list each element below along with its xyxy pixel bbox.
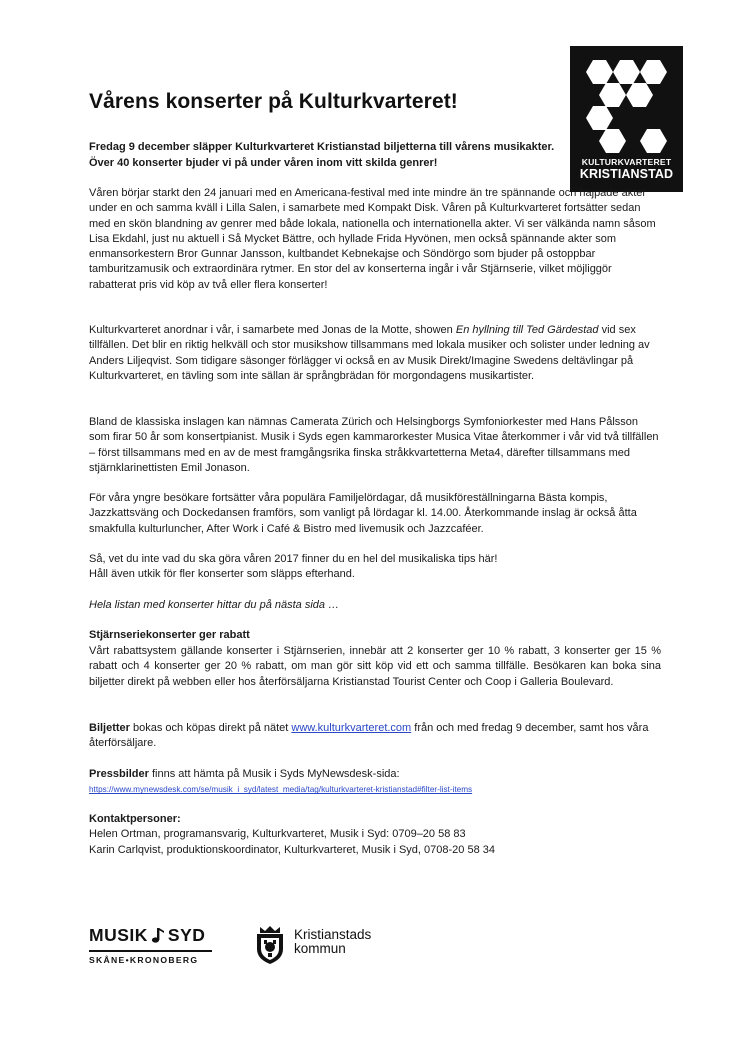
- paragraph-4: För våra yngre besökare fortsätter våra populära Familjelördagar, då musikföreställningarna Bästa kompis, Jazzkattsväng och Dockedansen framförs, som vanligt på lördagar kl. 14.00. Återkommande inslag är också åtta smakfulla kulturluncher, After Work i Café & Bistro med livemusik och Jazzcaféer.: [89, 492, 637, 535]
- kristianstads-kommun-logo: [252, 923, 392, 967]
- contacts-heading: Kontaktpersoner:: [89, 813, 181, 825]
- contacts-block: [89, 812, 661, 858]
- logo-line2: KRISTIANSTAD: [579, 167, 674, 181]
- paragraph-3: Bland de klassiska inslagen kan nämnas Camerata Zürich och Helsingborgs Symfoniorkester med Hans Pålsson som firar 50 år som konsertpianist. Musik i Syds egen kammarorkester Musica Vitae återkommer i vår vid två tillfällen – först tillsammans med en av de mest framgångsrika finska stråkkvartetterna Meta4, därefter tillsammans med stjärnklarinettisten Emil Jonason.: [89, 416, 659, 474]
- kommun-text: [294, 928, 371, 956]
- musik-logo-word-musik: MUSIK: [89, 925, 148, 945]
- pressbilder-label: Pressbilder: [89, 768, 149, 780]
- page-title: Vårens konserter på Kulturkvarteret!: [89, 90, 458, 113]
- italic-note: Hela listan med konserter hittar du på nästa sida …: [89, 599, 340, 611]
- paragraph-1: Våren börjar starkt den 24 januari med en Americana-festival med inte mindre än tre spännande och hajpade akter under en och samma kväll i Lilla Salen, i samarbete med Kompakt Disk. Våren på Kulturkvarteret fortsätter sedan med en skön blandning av genrer med både lokala, nationella och internationella akter. Vi ser välkända namn såsom Lisa Ekdahl, just nu aktuell i Så Mycket Bättre, och hyllade Frida Hyvönen, men också spännande akter som enmansorkestern Bror Gunnar Jansson, kultbandet Kebnekajse och Söndörgo som bjuder på ostoppbar tamburitzamusik och extraordinära rytmer. En stor del av konserterna ingår i vår Stjärnserie, vilket möjliggör rabatterat pris vid köp av två eller flera konserter!: [89, 187, 656, 291]
- kommun-crest-icon: [252, 923, 288, 965]
- biljetter-paragraph: [89, 721, 661, 752]
- stjarnserie-text: Vårt rabattsystem gällande konserter i Stjärnserien, innebär att 2 konserter ger 10 % rabatt, 3 konserter ger 15 % rabatt och 4 konserter ger 20 % rabatt, om man gör sitt köp vid ett och samma tillfälle. Besökaren kan boka sina biljetter direkt på webben eller hos återförsäljarna Kristianstad Tourist Center och Coop i Galleria Boulevard.: [89, 645, 661, 688]
- musik-logo-subtitle: SKÅNE•KRONOBERG: [89, 954, 199, 965]
- biljetter-text1: bokas och köpas direkt på nätet: [129, 722, 292, 734]
- paragraph-5-line2: Håll även utkik för fler konserter som släpps efterhand.: [89, 568, 355, 581]
- musik-logo-divider: [89, 950, 212, 952]
- pressbilder-paragraph: [89, 767, 661, 798]
- paragraph-2: [89, 323, 661, 384]
- biljetter-label: Biljetter: [89, 722, 130, 734]
- musik-logo-top: [89, 925, 213, 947]
- musik-note-icon: [151, 927, 165, 947]
- contact-line-1: Helen Ortman, programansvarig, Kulturkvarteret, Musik i Syd: 0709–20 58 83: [89, 828, 466, 841]
- logo-line1: KULTURKVARTERET: [581, 157, 672, 167]
- paragraph-5: [89, 552, 661, 583]
- show-title: En hyllning till Ted Gärdestad: [455, 324, 599, 336]
- pressbilder-text: finns att hämta på Musik i Syds MyNewsdesk-sida:: [148, 768, 400, 780]
- biljetter-text2: från och med fredag 9 december, samt hos våra återförsäljare.: [89, 722, 649, 750]
- musik-logo-word-syd: SYD: [167, 925, 206, 945]
- paragraph-2-start: Kulturkvarteret anordnar i vår, i samarbete med Jonas de la Motte, showen: [89, 324, 456, 336]
- kommun-line1: Kristianstads: [294, 927, 372, 942]
- paragraph-5-line1: Så, vet du inte vad du ska göra våren 2017 finner du en hel del musikaliska tips här!: [89, 553, 498, 565]
- kulturkvarteret-link[interactable]: www.kulturkvarteret.com: [291, 722, 412, 734]
- lead-paragraph: Fredag 9 december släpper Kulturkvarteret Kristianstad biljetterna till vårens musikakter. Över 40 konserter bjuder vi på under våren inom vitt skilda genrer!: [89, 141, 555, 169]
- contact-line-2: Karin Carlqvist, produktionskoordinator, Kulturkvarteret, Musik i Syd, 0708-20 58 34: [89, 843, 495, 856]
- musik-i-syd-logo: [89, 925, 213, 965]
- stjarnserie-heading: Stjärnseriekonserter ger rabatt: [89, 629, 250, 641]
- mynewsdesk-link[interactable]: https://www.mynewsdesk.com/se/musik_i_syd/latest_media/tag/kulturkvarteret-kristianstad#filter-list-items: [89, 785, 473, 795]
- kommun-line2: kommun: [294, 941, 346, 956]
- kulturkvarteret-logo: [570, 46, 683, 192]
- paragraph-2-end: vid sex tillfällen. Det blir en riktig helkväll och stor musikshow tillsammans med lokala musiker och solister under ledning av Anders Liljeqvist. Som tidigare säsonger förlägger vi också en av Musik Direkt/Imagine Swedens deltävlingar på Kulturkvarteret, en tävling som inte sällan är språngbrädan för morgondagens musikartister.: [89, 324, 650, 382]
